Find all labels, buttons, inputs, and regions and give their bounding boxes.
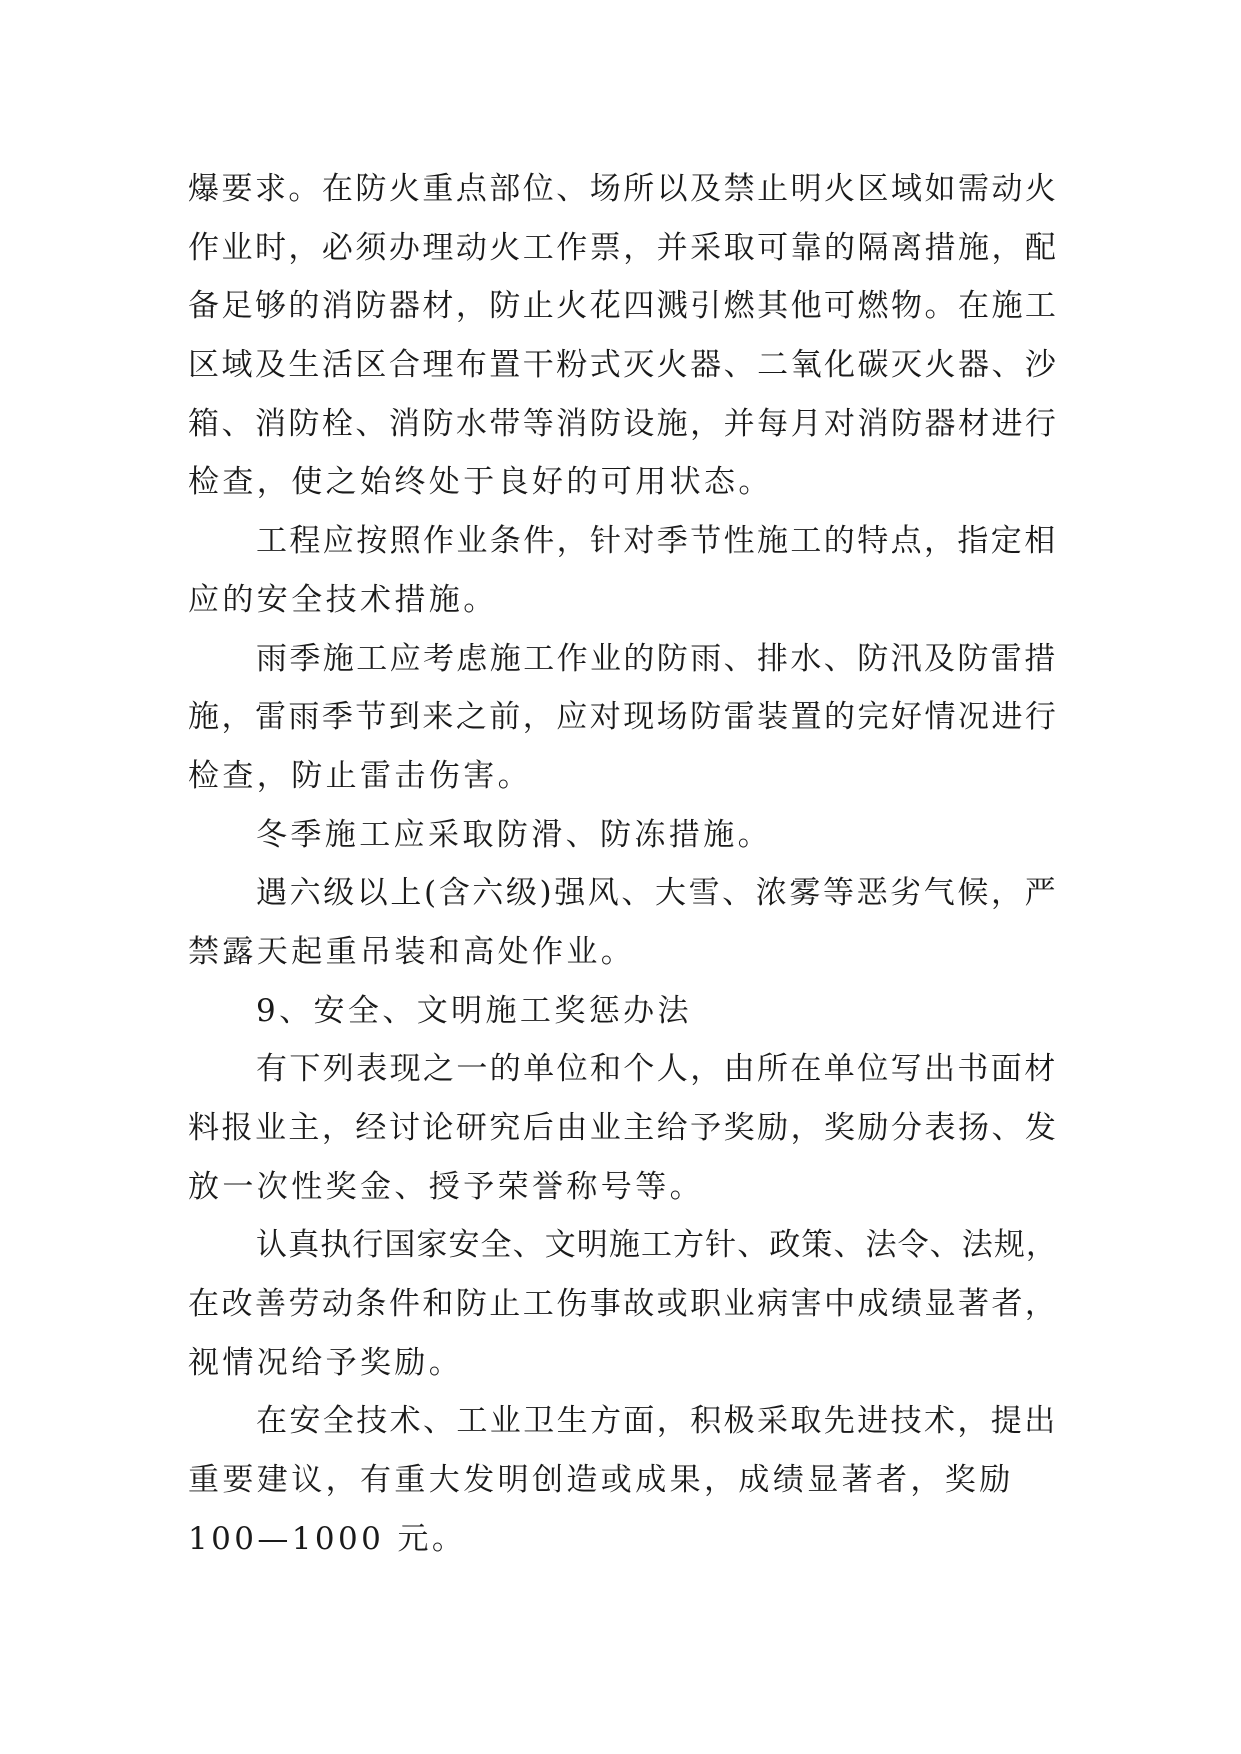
text-line: 应的安全技术措施。 (188, 581, 498, 618)
text-line: 检查，防止雷击伤害。 (188, 757, 532, 794)
text-line: 备足够的消防器材，防止火花四溅引燃其他可燃物。在施工 (188, 288, 1059, 325)
text-line: 重要建议，有重大发明创造或成果，成绩显著者，奖励 (188, 1462, 1014, 1499)
text-line: 禁露天起重吊装和高处作业。 (188, 933, 636, 970)
text-line: 爆要求。在防火重点部位、场所以及禁止明火区域如需动火 (188, 171, 1059, 207)
text-line: 冬季施工应采取防滑、防冻措施。 (256, 816, 772, 853)
text-line: 施，雷雨季节到来之前，应对现场防雷装置的完好情况进行 (188, 699, 1059, 736)
text-line: 作业时，必须办理动火工作票，并采取可靠的隔离措施，配 (188, 229, 1059, 266)
text-line: 箱、消防栓、消防水带等消防设施，并每月对消防器材进行 (188, 405, 1059, 442)
text-line: 认真执行国家安全、文明施工方针、政策、法令、法规， (256, 1227, 1058, 1264)
text-line: 在改善劳动条件和防止工伤事故或职业病害中成绩显著者， (188, 1286, 1059, 1323)
text-line: 有下列表现之一的单位和个人，由所在单位写出书面材 (256, 1051, 1058, 1088)
text-line: 100—1000 元。 (188, 1520, 467, 1557)
text-line: 放一次性奖金、授予荣誉称号等。 (188, 1168, 704, 1205)
text-line: 遇六级以上(含六级)强风、大雪、浓雾等恶劣气候，严 (256, 875, 1059, 912)
document-body (188, 160, 1058, 1569)
text-line: 9、安全、文明施工奖惩办法 (256, 992, 692, 1029)
text-line: 料报业主，经讨论研究后由业主给予奖励，奖励分表扬、发 (188, 1110, 1059, 1146)
text-line: 工程应按照作业条件，针对季节性施工的特点，指定相 (256, 523, 1058, 560)
text-line: 检查，使之始终处于良好的可用状态。 (188, 464, 773, 501)
text-line: 区域及生活区合理布置干粉式灭火器、二氧化碳灭火器、沙 (188, 347, 1059, 384)
text-line: 雨季施工应考虑施工作业的防雨、排水、防汛及防雷措 (256, 640, 1058, 677)
text-line: 在安全技术、工业卫生方面，积极采取先进技术，提出 (256, 1403, 1058, 1440)
text-line: 视情况给予奖励。 (188, 1344, 464, 1381)
